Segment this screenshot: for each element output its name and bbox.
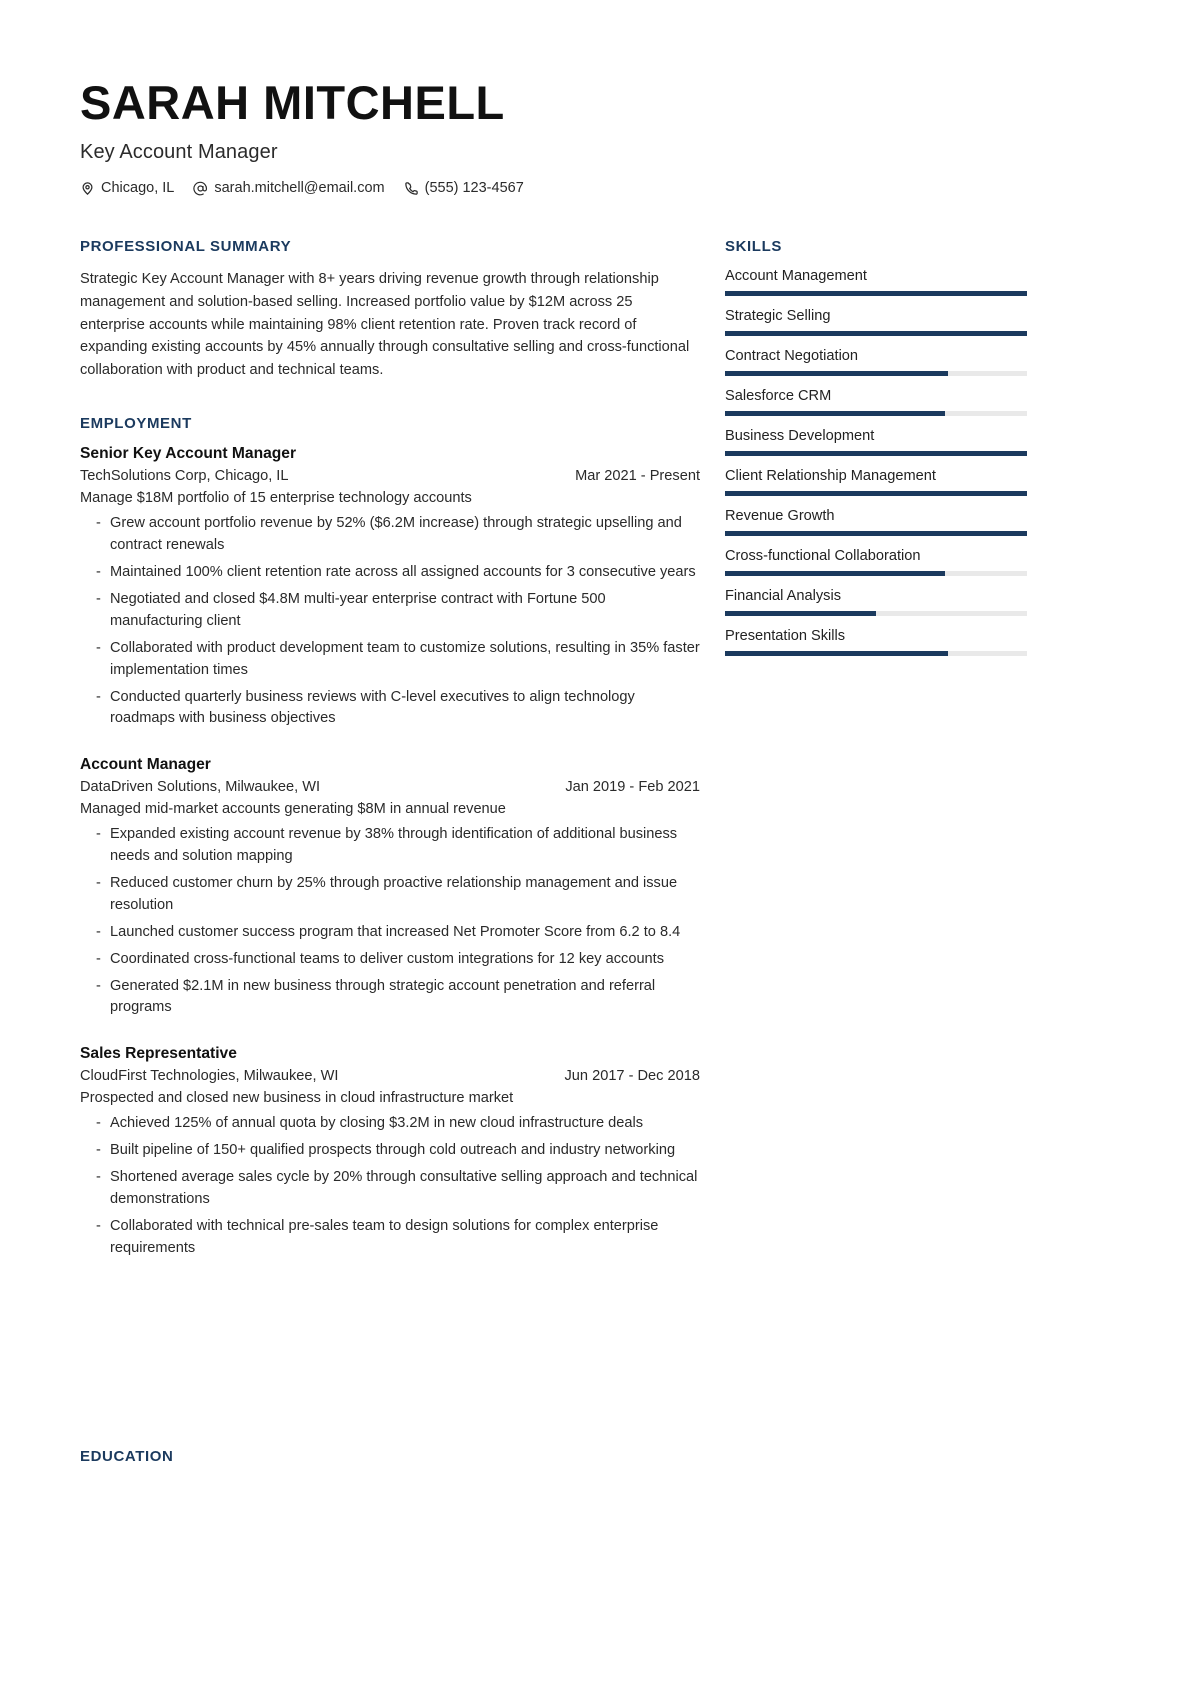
jobs-container <box>80 445 700 1259</box>
skill-level-track <box>725 451 1027 456</box>
skill-level-track <box>725 611 1027 616</box>
skill-name: Salesforce CRM <box>725 388 832 405</box>
skill-level-track <box>725 651 1027 656</box>
job-bullet: - Maintained 100% client retention rate across all assigned accounts for 3 consecutive years <box>80 562 700 584</box>
section-professional-summary <box>80 238 700 381</box>
job-dates: Jan 2019 - Feb 2021 <box>565 779 700 796</box>
job-bullet: - Grew account portfolio revenue by 52% ($6.2M increase) through strategic upselling and contract renewals <box>80 513 700 557</box>
section-employment <box>80 415 700 1259</box>
skill-level-fill <box>725 651 948 656</box>
skill-name: Account Management <box>725 268 867 285</box>
skill-level-track <box>725 411 1027 416</box>
contact-phone <box>404 180 524 196</box>
skill-name: Business Development <box>725 428 875 445</box>
job-bullet: - Launched customer success program that increased Net Promoter Score from 6.2 to 8.4 <box>80 922 700 944</box>
skill-name: Strategic Selling <box>725 308 831 325</box>
skill-level-fill <box>725 411 945 416</box>
job-company: DataDriven Solutions, Milwaukee, WI <box>80 779 321 796</box>
skill-level-track <box>725 531 1027 536</box>
skill-level-fill <box>725 291 1027 296</box>
candidate-job-title: Key Account Manager <box>80 141 278 164</box>
job-meta <box>80 1068 700 1084</box>
skill-level-track <box>725 571 1027 576</box>
job-bullet: - Negotiated and closed $4.8M multi-year enterprise contract with Fortune 500 manufacturing client <box>80 589 700 633</box>
skill-level-track <box>725 331 1027 336</box>
summary-heading: PROFESSIONAL SUMMARY <box>80 238 292 256</box>
skill-item <box>725 268 1030 296</box>
skills-column <box>725 238 1030 668</box>
job-bullet: - Generated $2.1M in new business through strategic account penetration and referral programs <box>80 976 700 1020</box>
contact-location-text: Chicago, IL <box>101 180 175 197</box>
job-bullet: - Conducted quarterly business reviews with C-level executives to align technology roadmaps with business objectives <box>80 687 700 731</box>
skill-name: Presentation Skills <box>725 628 846 645</box>
job-bullet-list <box>80 513 700 730</box>
resume-body <box>0 196 1200 1293</box>
job-entry <box>80 756 700 1019</box>
job-company: TechSolutions Corp, Chicago, IL <box>80 468 289 485</box>
job-bullet: - Expanded existing account revenue by 38% through identification of additional business needs and solution mapping <box>80 824 700 868</box>
contact-row <box>80 180 1200 196</box>
job-bullet: - Collaborated with product development team to customize solutions, resulting in 35% faster implementation times <box>80 638 700 682</box>
skill-level-track <box>725 371 1027 376</box>
skills-heading: SKILLS <box>725 238 782 256</box>
skill-level-fill <box>725 531 1027 536</box>
job-meta <box>80 468 700 484</box>
contact-location <box>80 180 174 196</box>
skill-item <box>725 508 1030 536</box>
job-title: Account Manager <box>80 756 211 774</box>
job-bullet: - Reduced customer churn by 25% through proactive relationship management and issue resolution <box>80 873 700 917</box>
skill-item <box>725 348 1030 376</box>
summary-text: Strategic Key Account Manager with 8+ years driving revenue growth through relationship management and solution-based selling. Increased portfolio value by $12M across 25 enterprise accounts while maintaining 98% client retention rate. Proven track record of expanding existing accounts by 45% annually through consultative selling and cross-functional collaboration with product and technical teams. <box>80 271 690 378</box>
skill-name: Contract Negotiation <box>725 348 859 365</box>
candidate-name: SARAH MITCHELL <box>80 76 505 129</box>
skills-container <box>725 268 1030 656</box>
job-bullet-list <box>80 824 700 1019</box>
skill-item <box>725 388 1030 416</box>
skill-level-fill <box>725 611 876 616</box>
skill-item <box>725 308 1030 336</box>
skill-name: Cross-functional Collaboration <box>725 548 921 565</box>
job-company: CloudFirst Technologies, Milwaukee, WI <box>80 1068 339 1085</box>
skill-item <box>725 588 1030 616</box>
job-bullet: - Shortened average sales cycle by 20% through consultative selling approach and technical demonstrations <box>80 1167 700 1211</box>
job-title: Senior Key Account Manager <box>80 445 297 463</box>
skill-name: Client Relationship Management <box>725 468 936 485</box>
skill-level-fill <box>725 371 948 376</box>
job-description: Prospected and closed new business in cloud infrastructure market <box>80 1090 514 1107</box>
skill-level-fill <box>725 571 945 576</box>
contact-email <box>193 180 384 196</box>
main-column <box>80 238 700 1293</box>
skill-level-track <box>725 291 1027 296</box>
job-bullet: - Achieved 125% of annual quota by closing $3.2M in new cloud infrastructure deals <box>80 1113 700 1135</box>
skill-level-fill <box>725 451 1027 456</box>
job-bullet: - Collaborated with technical pre-sales team to design solutions for complex enterprise requirements <box>80 1216 700 1260</box>
job-entry <box>80 445 700 730</box>
resume-header <box>0 0 1200 196</box>
contact-email-text: sarah.mitchell@email.com <box>214 180 385 197</box>
job-description: Manage $18M portfolio of 15 enterprise technology accounts <box>80 490 472 507</box>
contact-phone-text: (555) 123-4567 <box>424 180 524 197</box>
skill-item <box>725 628 1030 656</box>
job-title: Sales Representative <box>80 1045 237 1063</box>
at-sign-icon <box>193 181 208 196</box>
job-bullet: - Coordinated cross-functional teams to deliver custom integrations for 12 key accounts <box>80 949 700 971</box>
skill-level-fill <box>725 331 1027 336</box>
skill-item <box>725 428 1030 456</box>
job-meta <box>80 779 700 795</box>
skill-item <box>725 548 1030 576</box>
education-heading: EDUCATION <box>80 1448 174 1465</box>
skill-item <box>725 468 1030 496</box>
location-pin-icon <box>80 181 95 196</box>
job-dates: Mar 2021 - Present <box>575 468 700 485</box>
job-description: Managed mid-market accounts generating $8M in annual revenue <box>80 801 506 818</box>
skill-level-track <box>725 491 1027 496</box>
job-bullet-list <box>80 1113 700 1259</box>
job-dates: Jun 2017 - Dec 2018 <box>564 1068 700 1085</box>
skill-name: Financial Analysis <box>725 588 841 605</box>
job-entry <box>80 1045 700 1259</box>
job-bullet: - Built pipeline of 150+ qualified prospects through cold outreach and industry networking <box>80 1140 700 1162</box>
employment-heading: EMPLOYMENT <box>80 415 192 433</box>
skill-level-fill <box>725 491 1027 496</box>
phone-icon <box>404 181 419 196</box>
skill-name: Revenue Growth <box>725 508 835 525</box>
